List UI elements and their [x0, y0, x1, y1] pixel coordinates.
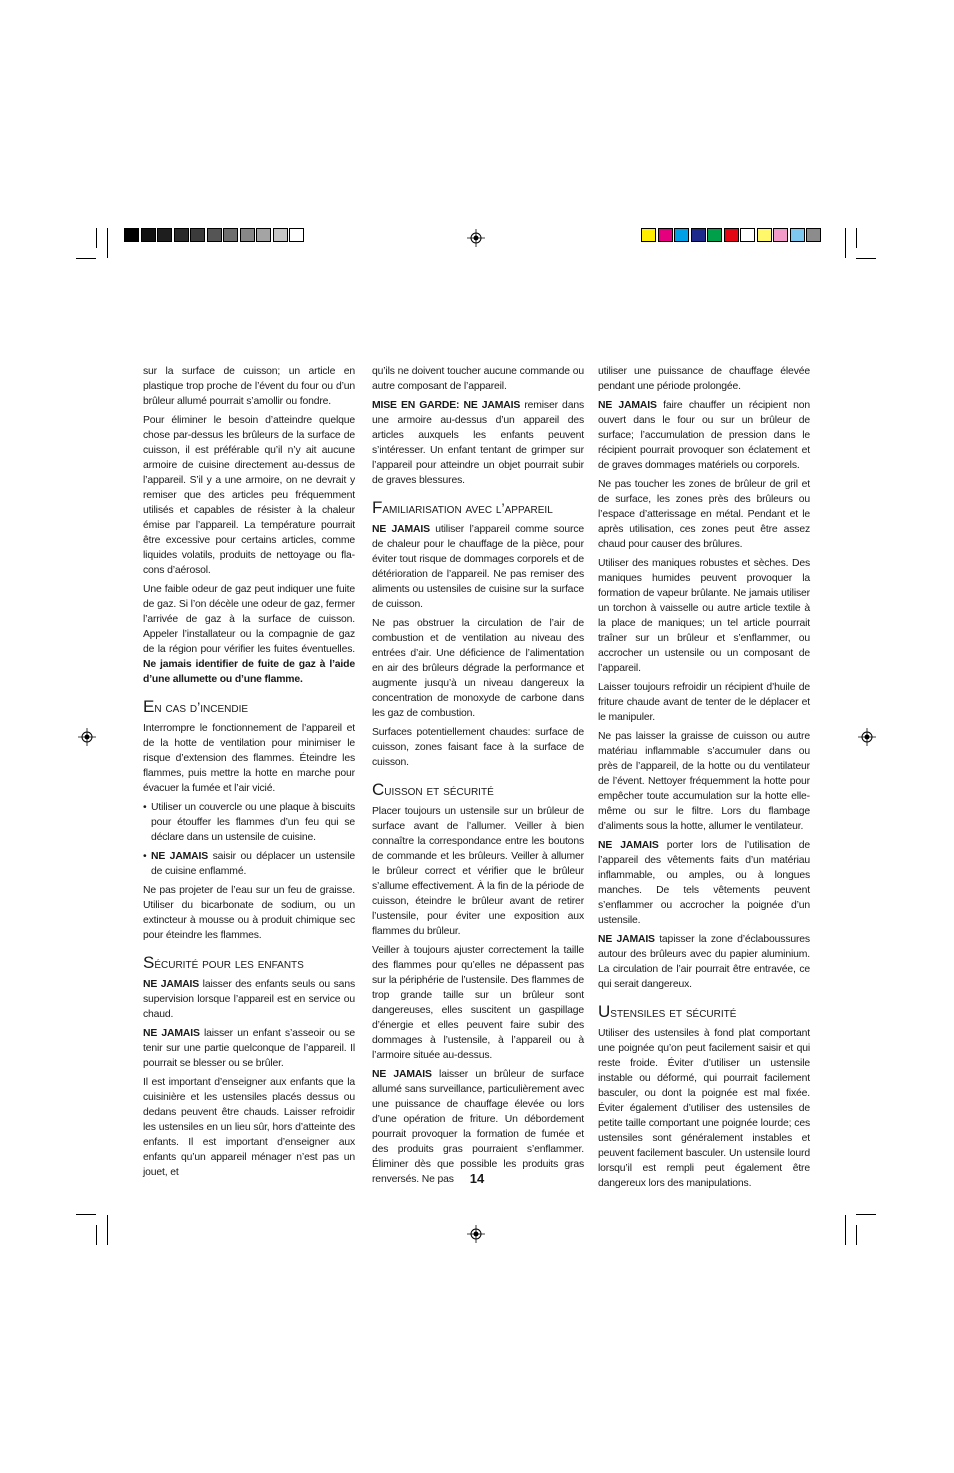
crop-mark	[76, 1214, 96, 1215]
heading-text: amiliarisation avec l’appareil	[382, 500, 553, 516]
color-swatch	[207, 228, 222, 242]
text-column-1	[143, 364, 355, 1184]
heading-initial: F	[372, 498, 383, 517]
registration-mark-icon	[467, 1225, 485, 1243]
paragraph-text: faire chauffer un récipient non ouvert dans le four ou sur un brûleur de surface; l’accumulation de pression dans le récipient pourrait provoquer son éclatement et de graves dommages matériels ou corporels.	[598, 400, 810, 471]
registration-mark-icon	[858, 728, 876, 746]
warning-text: MISE EN GARDE: NE JAMAIS	[372, 400, 521, 411]
color-swatch	[289, 228, 304, 242]
paragraph	[372, 522, 584, 612]
color-swatch	[724, 228, 739, 242]
color-swatch	[707, 228, 722, 242]
paragraph: Placer toujours un ustensile sur un brûleur de surface avant de l’allumer. Veiller à bien connaître la correspondance entre les boutons de commande et les brûleurs. Veiller à allumer le brûleur correct et vérifier que le brûleur s’allume effectivement. À la fin de la période de cuisson, éteindre le brûleur avant de retirer l’ustensile, pour éviter une exposition aux flammes du brûleur.	[372, 806, 584, 937]
color-swatch	[806, 228, 821, 242]
heading-text: n cas d’incendie	[154, 699, 249, 715]
paragraph: Ne pas laisser la graisse de cuisson ou autre matériau inflammable s’accumuler dans ou près de l’appareil, de la hotte ou du ventilateur de l’évent. Nettoyer fréquemment la hotte pour empêcher toute accumulation sur la hotte elle-même ou sur le filtre. Lors du flambage d’aliments sous la hotte, allumer le ventilateur.	[598, 731, 810, 832]
crop-mark	[107, 1215, 108, 1245]
color-swatch	[256, 228, 271, 242]
process-color-bar	[641, 228, 823, 242]
crop-mark	[856, 1225, 857, 1245]
color-swatch	[174, 228, 189, 242]
warning-text: NE JAMAIS	[598, 840, 659, 851]
paragraph: Ne pas obstruer la circulation de l’air de combustion et de ventilation au niveau des entrées d’air. Une déficience de l’alimentation en air des brûleurs dégrade la performance et augmente jusqu’à un niveau dangereux la concentration de monoxyde de carbone dans les gaz de combustion.	[372, 618, 584, 719]
crop-mark	[96, 228, 97, 248]
registration-mark-icon	[467, 229, 485, 247]
color-swatch	[223, 228, 238, 242]
warning-text: NE JAMAIS	[143, 979, 200, 990]
color-swatch	[740, 228, 755, 242]
paragraph-text: laisser des enfants seuls ou sans supervision lorsque l’appareil est en service ou chaud.	[143, 979, 355, 1020]
paragraph-text: tapisser la zone d’éclaboussures autour des brûleurs avec du papier aluminium. La circulation de l’air pourrait être entravée, ce qui serait dangereux.	[598, 934, 810, 990]
page-number: 14	[469, 1171, 485, 1186]
warning-text: NE JAMAIS	[598, 934, 655, 945]
color-swatch	[141, 228, 156, 242]
list-item	[143, 849, 355, 879]
color-swatch	[641, 228, 656, 242]
paragraph: Interrompre le fonctionnement de l’appareil et de la hotte de ventilation pour minimiser le risque d’extension des flammes. Éteindre les flammes, puis mettre la hotte en marche pour évacuer la fumée et l’air vicié.	[143, 723, 355, 794]
paragraph	[143, 1026, 355, 1071]
color-swatch	[190, 228, 205, 242]
grayscale-color-bar	[124, 228, 306, 242]
paragraph: qu’ils ne doivent toucher aucune commande ou autre composant de l’appareil.	[372, 366, 584, 392]
text-column-3	[598, 364, 810, 1195]
heading-text: stensiles et sécurité	[610, 1004, 737, 1020]
crop-mark	[856, 228, 857, 248]
text-column-2	[372, 364, 584, 1191]
color-swatch	[757, 228, 772, 242]
crop-mark	[856, 1214, 876, 1215]
crop-mark	[107, 228, 108, 258]
paragraph	[598, 932, 810, 992]
paragraph: Ne pas toucher les zones de brûleur de gril et de surface, les zones près des brûleurs ou l’espace d’atterissage en métal. Pendant et le après utilisation, ces zones peut être assez chaud pour causer des brûlures.	[598, 479, 810, 550]
heading-initial: U	[598, 1002, 611, 1021]
paragraph-text: laisser un brûleur de surface allumé sans surveillance, particulièrement avec une puissance de chauffage élevée ou lors d’une opération de friture. Un débordement pourrait provoquer la formation de fumée et des produits gras pourraient s’enflammer. Éliminer dès que possible les produits gras renversés. Ne pas	[372, 1069, 584, 1185]
warning-text: NE JAMAIS	[598, 400, 657, 411]
paragraph: utiliser une puissance de chauffage élevée pendant une période prolongée.	[598, 366, 810, 392]
paragraph: Ne pas projeter de l’eau sur un feu de graisse. Utiliser du bicarbonate de sodium, ou un extincteur à mousse ou à produit chimique sec pour éteindre les flammes.	[143, 885, 355, 941]
paragraph-text: remiser dans une armoire au-dessus d’un appareil des articles auxquels les enfants peuvent s’intéresser. Un enfant tentant de grimper sur l’appareil pour atteindre un objet pourrait subir de graves blessures.	[372, 400, 584, 486]
paragraph: sur la surface de cuisson; un article en plastique trop proche de l’évent du four ou d’un brûleur allumé pourrait s’amollir ou fondre.	[143, 366, 355, 407]
color-swatch	[773, 228, 788, 242]
crop-mark	[76, 258, 96, 259]
paragraph	[372, 1067, 584, 1187]
paragraph-text: utiliser l’appareil comme source de chaleur pour le chauffage de la pièce, pour éviter tout risque de dommages corporels et de détérioration de l’appareil. Ne pas remiser des aliments ou ustensiles de cuisine sur la surface de cuisson.	[372, 524, 584, 610]
crop-mark	[845, 228, 846, 258]
paragraph-text: porter lors de l’utilisation de l’appareil des vêtements faits d’un matériau inflammable, ou amples, ou à longues manches. De tels vêtements peuvent s’enflammer ou accrocher la poignée d’un ustensile.	[598, 840, 811, 926]
warning-text: Ne jamais identifier de fuite de gaz à l’aide d’une allumette ou d’une flamme.	[143, 659, 355, 685]
paragraph: Il est important d’enseigner aux enfants que la cuisinière et les ustensiles placés dessus ou dedans peuvent être chauds. Laisser refroidir les ustensiles en un lieu sûr, hors d’atteinte des enfants. Il est important d’enseigner aux enfants qu’un appareil ménager n’est pas un jouet, et	[143, 1077, 355, 1178]
section-heading-fire	[143, 699, 355, 715]
paragraph: Utiliser des ustensiles à fond plat comportant une poignée qu’on peut facilement saisir et qui reste froide. Éviter d’utiliser un ustensile instable ou déformé, qui pourrait facilement basculer, ou dont la poignée est mal fixée. Éviter également d’utiliser des ustensiles de petite taille comportant une poignée lourde; ces ustensiles sont généralement instables et peuvent facilement basculer. Un ustensile lourd lorsqu’il est rempli peut également être dangereux lors des manipulations.	[598, 1028, 810, 1189]
list-item: • Utiliser un couvercle ou une plaque à biscuits pour étouffer les flammes d’un feu qui se déclare dans un ustensile de cuisine.	[143, 800, 355, 845]
warning-text: NE JAMAIS	[143, 1028, 200, 1039]
crop-mark	[845, 1215, 846, 1245]
color-swatch	[240, 228, 255, 242]
paragraph	[143, 977, 355, 1022]
crop-mark	[856, 258, 876, 259]
paragraph: Utiliser des maniques robustes et sèches. Des maniques humides peuvent provoquer la formation de vapeur brûlante. Ne jamais utiliser un torchon à vaisselle ou autre article textile à la place de maniques; un tel article pourrait traîner sur un brûleur et s’enflammer, ou accrocher un ustensile ou un composant de l’appareil.	[598, 558, 810, 674]
paragraph	[143, 582, 355, 687]
section-heading-cooking-safety	[372, 782, 584, 798]
crop-mark	[96, 1225, 97, 1245]
color-swatch	[790, 228, 805, 242]
paragraph	[598, 398, 810, 473]
color-swatch	[273, 228, 288, 242]
section-heading-utensils-safety	[598, 1004, 810, 1020]
color-swatch	[674, 228, 689, 242]
paragraph	[598, 838, 810, 928]
heading-initial: S	[143, 953, 155, 972]
paragraph-text: Une faible odeur de gaz peut indiquer une fuite de gaz. Si l’on décèle une odeur de gaz, fermer l’arrivée de gaz à la surface de cuisson. Appeler l’installateur ou la compagnie de gaz de la région pour vérifier les fuites éventuelles.	[143, 584, 355, 655]
paragraph-text: laisser un enfant s’asseoir ou se tenir sur une partie quelconque de l’appareil. Il pourrait se blesser ou se brûler.	[143, 1028, 356, 1069]
heading-initial: C	[372, 780, 385, 799]
list-item-text: saisir ou déplacer un ustensile de cuisine enflammé.	[151, 851, 355, 877]
color-swatch	[157, 228, 172, 242]
color-swatch	[691, 228, 706, 242]
bullet-list	[143, 800, 355, 879]
warning-text: NE JAMAIS	[372, 1069, 432, 1080]
color-swatch	[658, 228, 673, 242]
paragraph: Laisser toujours refroidir un récipient d’huile de friture chaude avant de tenter de le déplacer et le manipuler.	[598, 682, 810, 723]
warning-text: NE JAMAIS	[372, 524, 430, 535]
heading-text: écurité pour les enfants	[154, 955, 304, 971]
heading-initial: E	[143, 697, 155, 716]
color-swatch	[124, 228, 139, 242]
section-heading-familiarization	[372, 500, 584, 516]
registration-mark-icon	[78, 728, 96, 746]
paragraph	[372, 398, 584, 488]
section-heading-child-safety	[143, 955, 355, 971]
paragraph: Veiller à toujours ajuster correctement la taille des flammes pour qu’elles ne dépassent pas sur la périphérie de l’ustensile. Des flammes de trop grande taille sur un brûleur sont dangereuses, elles suscitent un gaspillage d’énergie et elles peuvent faire subir des dommages à l’ustensile, à l’appareil ou à l’armoire située au-dessus.	[372, 945, 584, 1061]
warning-text: NE JAMAIS	[151, 851, 209, 862]
paragraph: Surfaces potentiellement chaudes: surface de cuisson, zones faisant face à la surface de cuisson.	[372, 727, 584, 768]
paragraph: Pour éliminer le besoin d’atteindre quelque chose par-dessus les brûleurs de la surface de cuisson, il est préférable qu’il n’y ait aucune armoire de cuisine directement au-dessus de l’appareil. S’il y a une armoire, on ne devrait y remiser que des articles peu fréquemment utilisés et capables de résister à la chaleur émise par l’appareil. La température pourrait être excessive pour certains articles, comme liquides volatils, produits de nettoyage ou fla-cons d’aérosol.	[143, 415, 355, 576]
heading-text: uisson et sécurité	[384, 782, 494, 798]
